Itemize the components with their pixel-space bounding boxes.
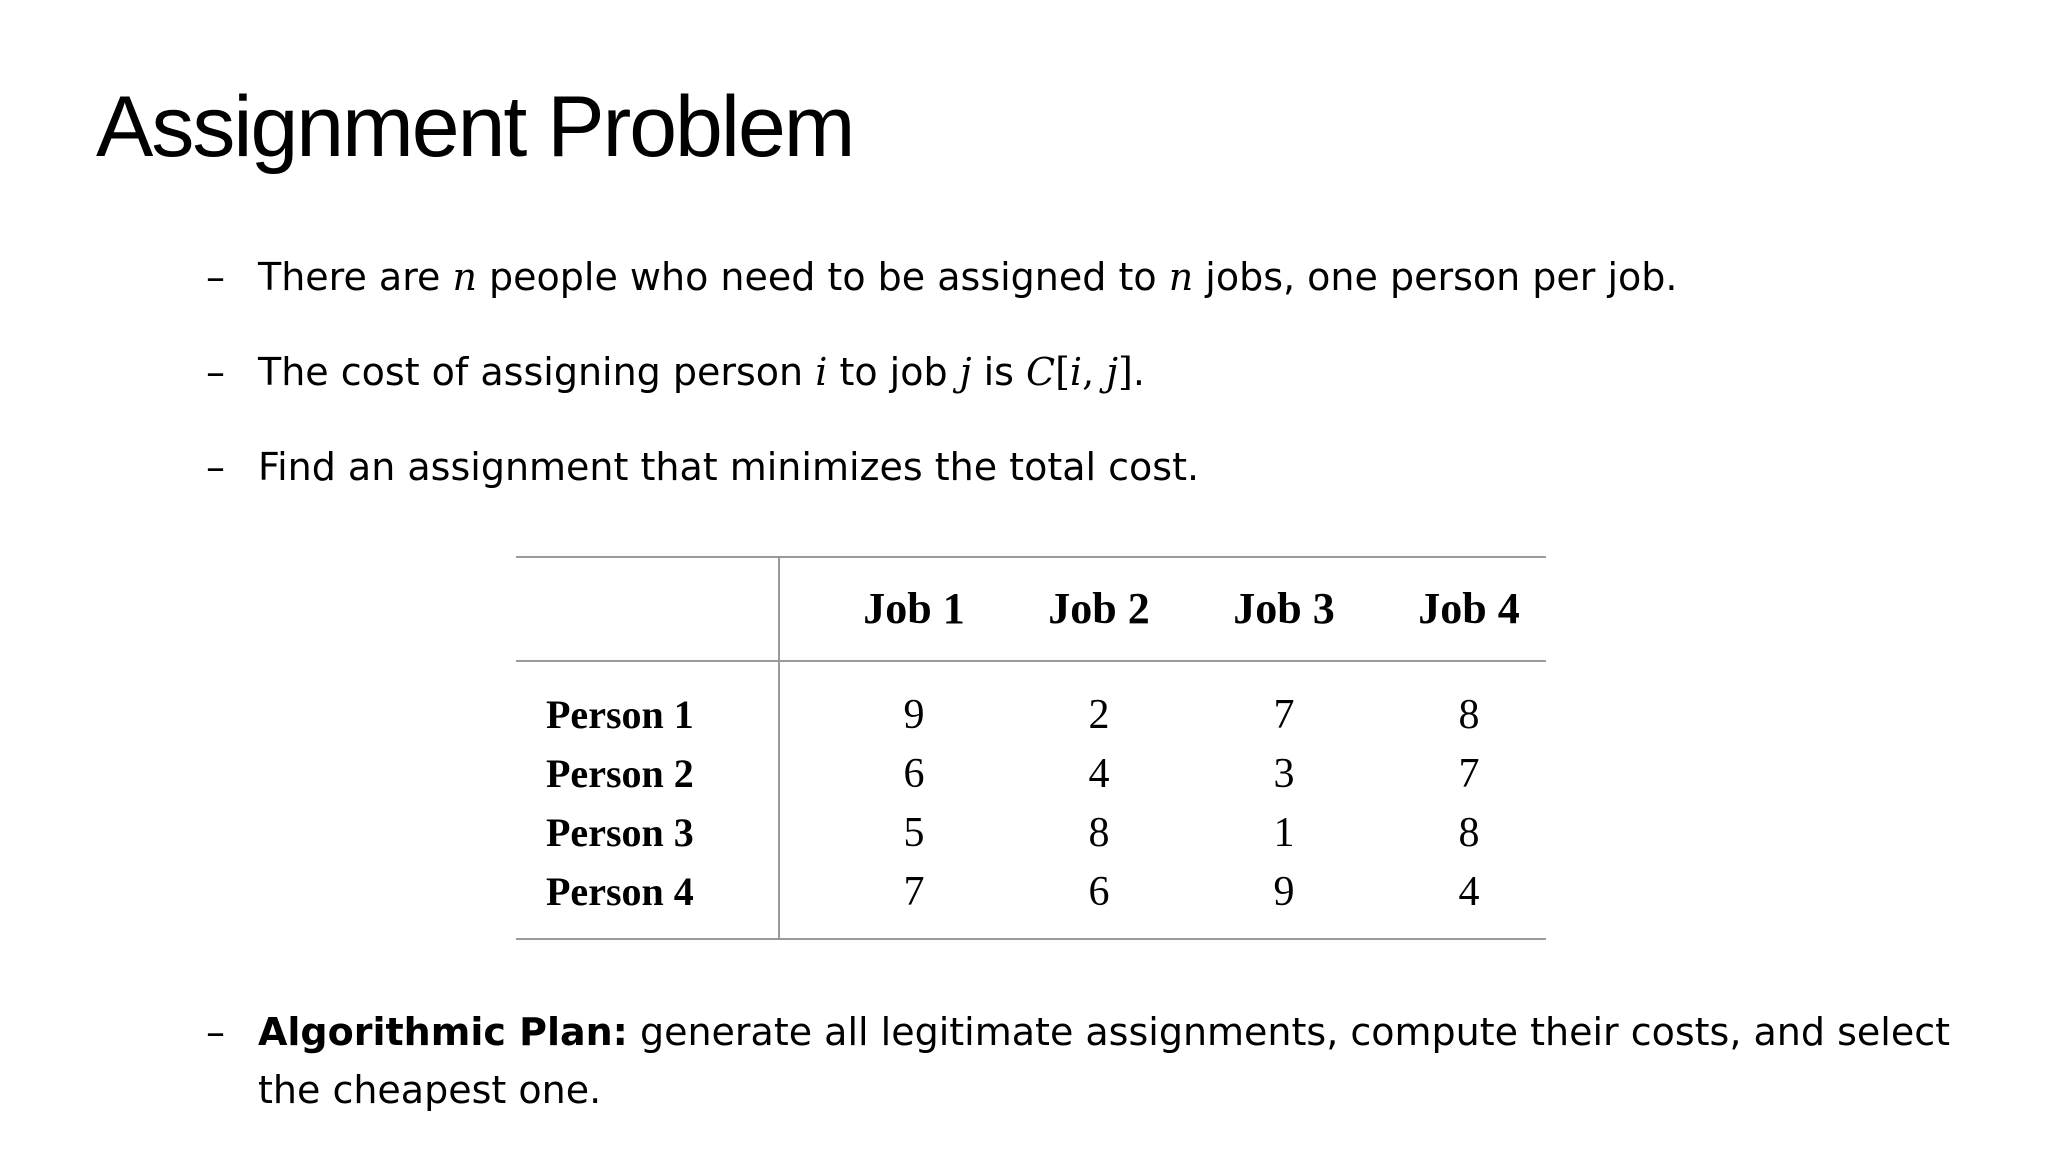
bullet-text — [258, 343, 1145, 401]
bullet-text — [258, 248, 1677, 306]
table-cell: 8 — [1088, 810, 1110, 856]
column-header: Job 3 — [1233, 584, 1335, 633]
text-run: people who need to be assigned to — [476, 255, 1169, 299]
column-header: Job 1 — [863, 584, 965, 633]
math-variable: i — [1069, 350, 1083, 394]
math-variable: n — [452, 255, 477, 299]
text-run: jobs, one person per job. — [1193, 255, 1678, 299]
table-cell: 8 — [1458, 692, 1480, 738]
table-cell: 3 — [1273, 751, 1295, 797]
bullet-dash: – — [206, 1010, 225, 1054]
math-bracket: ] — [1118, 350, 1133, 394]
table-cell: 8 — [1458, 810, 1480, 856]
table-cell: 4 — [1088, 751, 1110, 797]
text-run: is — [971, 350, 1026, 394]
table-cell: 2 — [1088, 692, 1110, 738]
table-header-rule — [516, 660, 1546, 662]
column-header: Job 2 — [1048, 584, 1150, 633]
math-variable: C — [1026, 350, 1056, 394]
math-bracket: [ — [1055, 350, 1070, 394]
table-cell: 6 — [1088, 869, 1110, 915]
column-header: Job 4 — [1418, 584, 1520, 633]
math-variable: i — [815, 350, 828, 394]
table-cell: 6 — [903, 751, 925, 797]
table-cell: 7 — [903, 869, 925, 915]
row-label: Person 2 — [546, 751, 694, 796]
cost-table — [516, 556, 1546, 940]
text-run — [1094, 350, 1106, 394]
text-run: to job — [827, 350, 960, 394]
table-cell: 9 — [1273, 869, 1295, 915]
table-cell: 7 — [1273, 692, 1295, 738]
text-run: . — [1132, 350, 1145, 394]
table-vertical-rule — [778, 556, 780, 940]
table-top-rule — [516, 556, 1546, 558]
bullet-dash: – — [206, 445, 225, 489]
text-run: There are — [258, 255, 453, 299]
row-label: Person 1 — [546, 692, 694, 737]
text-run: The cost of assigning person — [258, 350, 816, 394]
table-cell: 9 — [903, 692, 925, 738]
math-variable: n — [1168, 255, 1194, 299]
bullet-text — [258, 1003, 1958, 1119]
table-cell: 7 — [1458, 751, 1480, 797]
table-cell: 4 — [1458, 869, 1480, 915]
table-cell: 1 — [1273, 810, 1295, 856]
bold-label: Algorithmic Plan: — [258, 1010, 628, 1054]
row-label: Person 4 — [546, 869, 694, 914]
table-cell: 5 — [903, 810, 925, 856]
text-run: generate all legitimate assignments, compute their costs, and select the cheapest one. — [258, 1010, 1950, 1112]
bullet-dash: – — [206, 350, 225, 394]
bullet-text: Find an assignment that minimizes the total cost. — [258, 445, 1200, 489]
table-bottom-rule — [516, 938, 1546, 940]
math-comma: , — [1082, 350, 1095, 394]
slide-title: Assignment Problem — [96, 79, 854, 175]
row-label: Person 3 — [546, 810, 694, 855]
bullet-dash: – — [206, 255, 225, 299]
math-variable: j — [1106, 350, 1119, 394]
math-variable: j — [959, 350, 972, 394]
